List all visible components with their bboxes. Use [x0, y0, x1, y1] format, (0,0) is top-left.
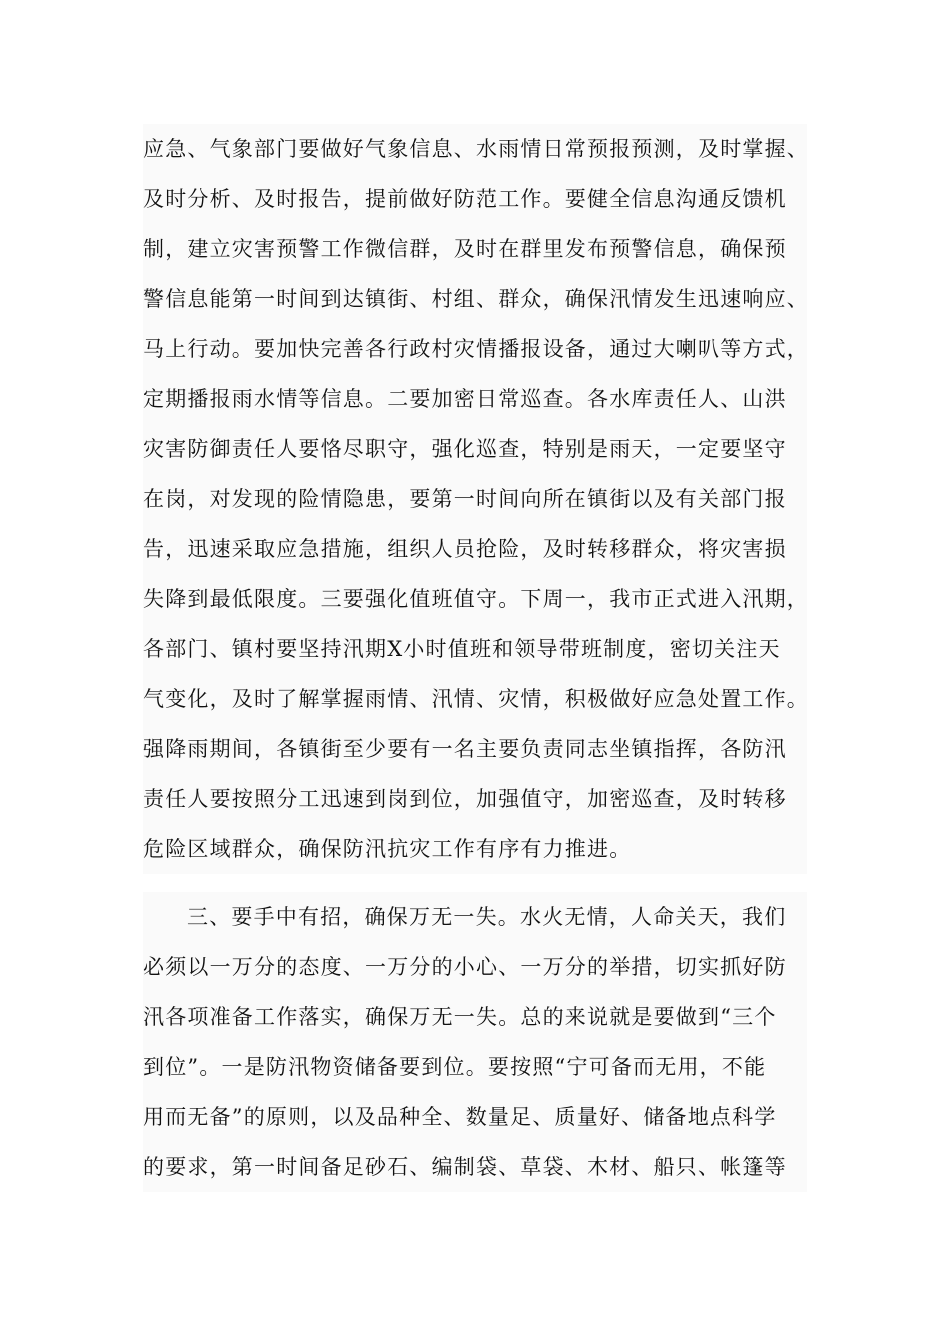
text-line: 灾害防御责任人要恪尽职守，强化巡查，特别是雨天，一定要坚守 — [143, 437, 787, 461]
text-line: 危险区域群众，确保防汛抗灾工作有序有力推进。 — [143, 837, 632, 861]
text-line: 各部门、镇村要坚持汛期X小时值班和领导带班制度，密切关注天 — [143, 637, 781, 661]
text-line: 在岗，对发现的险情隐患，要第一时间向所在镇街以及有关部门报 — [143, 487, 787, 511]
text-line: 失降到最低限度。三要强化值班值守。下周一，我市正式进入汛期， — [143, 587, 809, 611]
text-line: 制，建立灾害预警工作微信群，及时在群里发布预警信息，确保预 — [143, 237, 787, 261]
text-line: 强降雨期间，各镇街至少要有一名主要负责同志坐镇指挥，各防汛 — [143, 737, 787, 761]
text-line: 警信息能第一时间到达镇街、村组、群众，确保汛情发生迅速响应、 — [143, 287, 809, 311]
text-line: 应急、气象部门要做好气象信息、水雨情日常预报预测，及时掌握、 — [143, 137, 809, 161]
text-line: 及时分析、及时报告，提前做好防范工作。要健全信息沟通反馈机 — [143, 187, 787, 211]
text-line: 的要求，第一时间备足砂石、编制袋、草袋、木材、船只、帐篷等 — [143, 1155, 787, 1179]
text-line: 汛各项准备工作落实，确保万无一失。总的来说就是要做到“三个 — [143, 1005, 777, 1029]
text-line: 气变化，及时了解掌握雨情、汛情、灾情，积极做好应急处置工作。 — [143, 687, 809, 711]
text-line: 责任人要按照分工迅速到岗到位，加强值守，加密巡查，及时转移 — [143, 787, 787, 811]
text-line: 告，迅速采取应急措施，组织人员抢险，及时转移群众，将灾害损 — [143, 537, 787, 561]
paragraph-1 — [143, 124, 807, 874]
text-line: 三、要手中有招，确保万无一失。水火无情，人命关天，我们 — [187, 905, 787, 929]
text-line: 定期播报雨水情等信息。二要加密日常巡查。各水库责任人、山洪 — [143, 387, 787, 411]
text-line: 用而无备”的原则，以及品种全、数量足、质量好、储备地点科学 — [143, 1105, 777, 1129]
paragraph-2 — [143, 892, 807, 1192]
text-line: 必须以一万分的态度、一万分的小心、一万分的举措，切实抓好防 — [143, 955, 787, 979]
text-line: 到位”。一是防汛物资储备要到位。要按照“宁可备而无用，不能 — [143, 1055, 767, 1079]
text-line: 马上行动。要加快完善各行政村灾情播报设备，通过大喇叭等方式， — [143, 337, 809, 361]
